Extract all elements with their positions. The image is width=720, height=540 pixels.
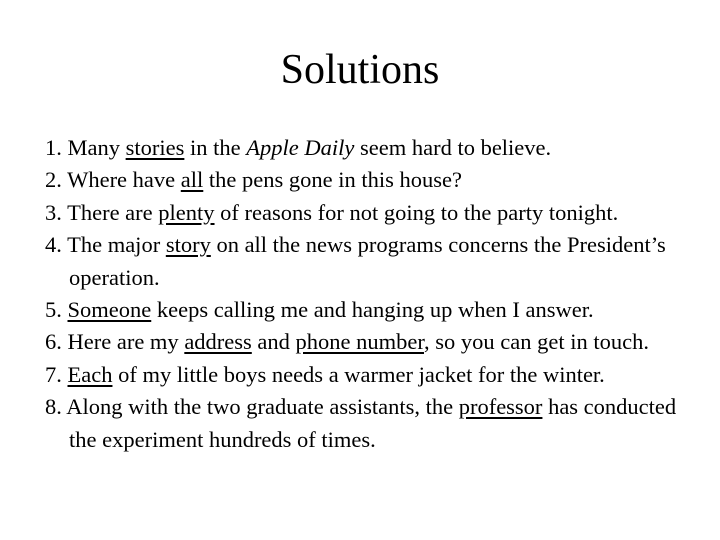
item-text: in the [184, 135, 247, 160]
solution-item [45, 164, 695, 196]
item-text: The major [67, 232, 166, 258]
item-text: on all the news programs concerns the President’s operation. [69, 232, 666, 290]
underlined-word: professor [458, 394, 543, 420]
italic-text: Apple Daily [246, 135, 355, 160]
underlined-word: Someone [67, 297, 152, 323]
item-text: seem hard to believe. [354, 135, 552, 160]
slide-title: Solutions [280, 47, 440, 93]
solutions-list [45, 132, 695, 456]
solution-item [45, 391, 695, 456]
item-text: Along with the two graduate assistants, the [66, 394, 459, 420]
item-text: Here are my [67, 329, 185, 355]
item-number: 2. [45, 167, 62, 193]
item-text: the pens gone in this house? [203, 167, 462, 193]
item-number: 5. [45, 297, 62, 323]
solution-item [45, 197, 695, 229]
underlined-word: Each [67, 361, 113, 387]
item-number: 4. [45, 232, 62, 258]
underlined-word: plenty [158, 199, 215, 225]
item-text: Many [67, 135, 126, 160]
underlined-word: stories [125, 135, 185, 160]
solution-item [45, 229, 695, 294]
item-text: , so you can get in touch. [424, 329, 649, 355]
item-text: of reasons for not going to the party tonight. [214, 199, 619, 225]
item-number: 3. [45, 199, 62, 225]
item-text: of my little boys needs a warmer jacket for the winter. [112, 361, 605, 387]
item-text: and [251, 329, 296, 355]
solution-item [45, 132, 695, 164]
item-number: 6. [45, 329, 62, 355]
underlined-word: story [165, 232, 211, 258]
item-number: 1. [45, 135, 62, 160]
underlined-word: phone number [295, 329, 424, 355]
solution-item [45, 326, 695, 358]
item-text: Where have [67, 167, 181, 193]
item-number: 8. [45, 394, 62, 420]
underlined-word: all [180, 167, 204, 193]
item-text: There are [67, 199, 159, 225]
item-text: keeps calling me and hanging up when I answer. [151, 297, 594, 323]
solution-item [45, 294, 695, 326]
underlined-word: address [184, 329, 252, 355]
solution-item [45, 359, 695, 391]
item-text: has conducted the experiment hundreds of times. [69, 394, 677, 452]
item-number: 7. [45, 361, 62, 387]
